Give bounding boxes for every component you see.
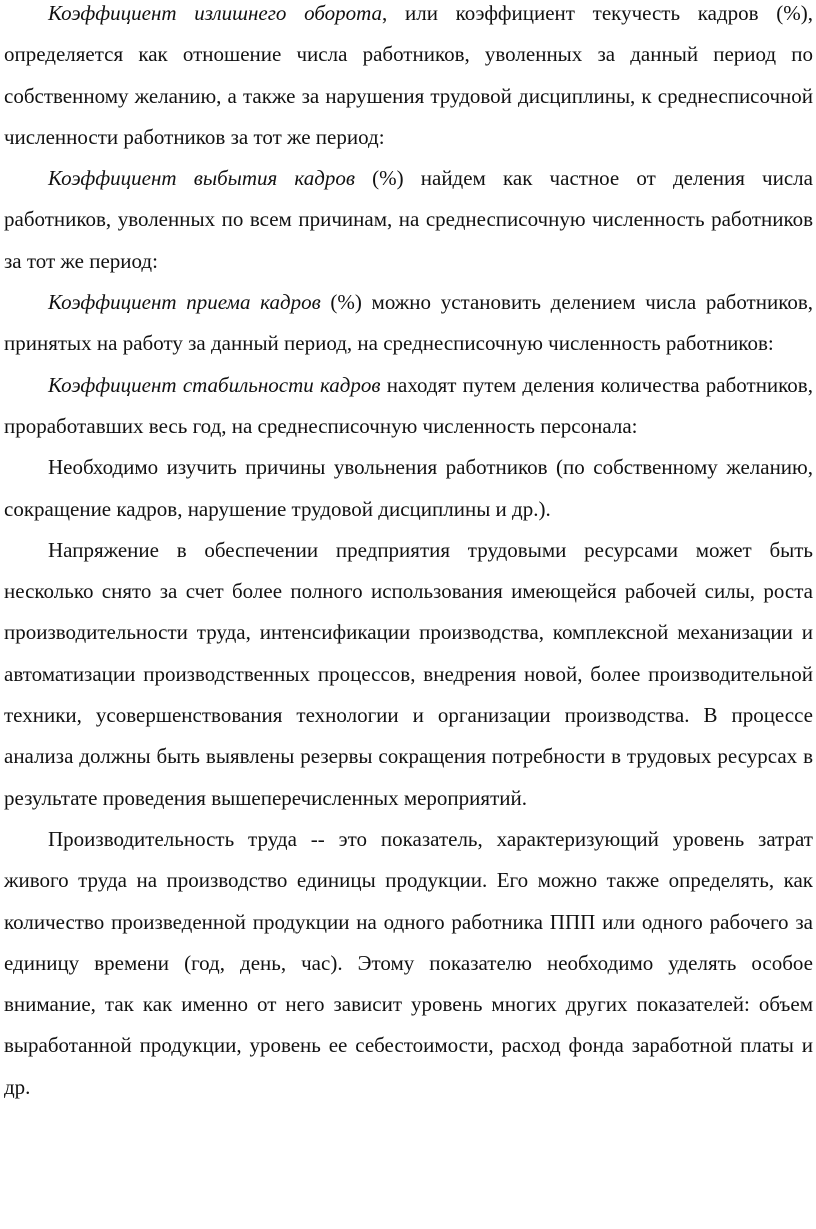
term-stability-ratio: Коэффициент стабильности кадров <box>48 372 381 397</box>
paragraph-text: находят путем деления количества работников, проработавших весь год, на среднесписочную численность персонала: <box>4 372 813 438</box>
paragraph-text: , или коэффициент текучесть кадров (%), определяется как отношение числа работников, уволенных за данный период по собственному желанию, а также за нарушения трудовой дисциплины, к среднесписочной численности работников за тот же период: <box>4 1 813 149</box>
paragraph-labor-productivity <box>4 819 813 1108</box>
term-attrition-ratio: Коэффициент выбытия кадров <box>48 166 355 191</box>
paragraph-text: Производительность труда -- это показатель, характеризующий уровень затрат живого труда на производство единицы продукции. Его можно также определять, как количество произведенной продукции на одного работника ППП или одного рабочего за единицу времени (год, день, час). Этому показателю необходимо уделять особое внимание, так как именно от него зависит уровень многих других показателей: объем выработанной продукции, уровень ее себестоимости, расход фонда заработной платы и др. <box>4 826 813 1099</box>
paragraph-attrition-ratio <box>4 158 813 282</box>
paragraph-turnover-ratio <box>4 0 813 158</box>
paragraph-text: (%) можно установить делением числа работников, принятых на работу за данный период, на среднесписочную численность работников: <box>4 290 814 356</box>
paragraph-stability-ratio <box>4 365 813 448</box>
term-hiring-ratio: Коэффициент приема кадров <box>48 290 321 315</box>
paragraph-text: Необходимо изучить причины увольнения работников (по собственному желанию, сокращение кадров, нарушение трудовой дисциплины и др.). <box>4 455 813 521</box>
paragraph-hiring-ratio <box>4 282 813 365</box>
paragraph-text: Напряжение в обеспечении предприятия трудовыми ресурсами может быть несколько снято за счет более полного использования имеющейся рабочей силы, роста производительности труда, интенсификации производства, комплексной механизации и автоматизации производственных процессов, внедрения новой, более производительной техники, усовершенствования технологии и организации производства. В процессе анализа должны быть выявлены резервы сокращения потребности в трудовых ресурсах в результате проведения вышеперечисленных мероприятий. <box>4 537 813 810</box>
paragraph-labor-resources <box>4 530 813 819</box>
paragraph-dismissal-reasons <box>4 447 813 530</box>
term-turnover-ratio: Коэффициент излишнего оборота <box>48 1 383 25</box>
paragraph-text: (%) найдем как частное от деления числа работников, уволенных по всем причинам, на среднесписочную численность работников за тот же период: <box>4 166 813 273</box>
